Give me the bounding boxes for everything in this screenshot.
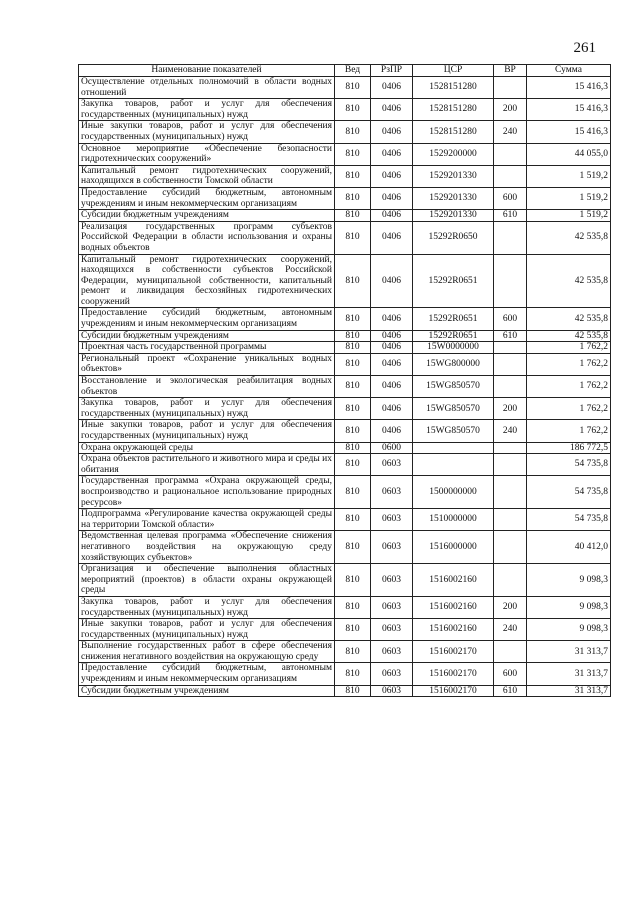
- cell-rzpr: 0600: [371, 442, 413, 454]
- cell-name: Иные закупки товаров, работ и услуг для обеспечения государственных (муниципальных) нужд: [79, 619, 335, 641]
- cell-vr: [494, 531, 527, 564]
- cell-name: Капитальный ремонт гидротехнических сооружений, находящихся в собственности субъектов Российской Федерации, муниципальной собственности, капитальный ремонт и ликвидация бесхозяйных гидротехнических сооружений: [79, 254, 335, 308]
- cell-ved: 810: [335, 398, 371, 420]
- cell-name: Закупка товаров, работ и услуг для обеспечения государственных (муниципальных) нужд: [79, 596, 335, 618]
- cell-ved: 810: [335, 210, 371, 222]
- cell-ved: 810: [335, 454, 371, 476]
- cell-ved: 810: [335, 330, 371, 342]
- cell-ved: 810: [335, 221, 371, 254]
- cell-name: Субсидии бюджетным учреждениям: [79, 685, 335, 697]
- table-row: [79, 398, 611, 420]
- table-row: [79, 476, 611, 509]
- cell-sum: 9 098,3: [527, 596, 611, 618]
- cell-rzpr: 0603: [371, 685, 413, 697]
- cell-name: Подпрограмма «Регулирование качества окружающей среды на территории Томской области»: [79, 509, 335, 531]
- cell-rzpr: 0603: [371, 564, 413, 597]
- cell-vr: [494, 353, 527, 375]
- cell-vr: 200: [494, 99, 527, 121]
- cell-csr: 1516002170: [413, 663, 494, 685]
- cell-sum: 40 412,0: [527, 531, 611, 564]
- cell-csr: 1529201330: [413, 210, 494, 222]
- table-row: [79, 143, 611, 165]
- cell-name: Организация и обеспечение выполнения областных мероприятий (проектов) в области охраны окружающей среды: [79, 564, 335, 597]
- cell-vr: 610: [494, 330, 527, 342]
- cell-sum: 44 055,0: [527, 143, 611, 165]
- cell-rzpr: 0406: [371, 308, 413, 330]
- cell-sum: 1 762,2: [527, 376, 611, 398]
- cell-rzpr: 0406: [371, 376, 413, 398]
- cell-csr: 1529201330: [413, 165, 494, 187]
- cell-csr: 15WG850570: [413, 398, 494, 420]
- cell-vr: [494, 165, 527, 187]
- cell-csr: 15292R0651: [413, 254, 494, 308]
- cell-ved: 810: [335, 564, 371, 597]
- cell-ved: 810: [335, 663, 371, 685]
- cell-rzpr: 0406: [371, 420, 413, 442]
- cell-ved: 810: [335, 376, 371, 398]
- cell-csr: [413, 442, 494, 454]
- cell-rzpr: 0406: [371, 330, 413, 342]
- cell-ved: 810: [335, 596, 371, 618]
- cell-sum: 186 772,5: [527, 442, 611, 454]
- cell-ved: 810: [335, 143, 371, 165]
- cell-rzpr: 0406: [371, 143, 413, 165]
- cell-rzpr: 0406: [371, 342, 413, 354]
- cell-sum: 9 098,3: [527, 619, 611, 641]
- cell-csr: 15WG850570: [413, 376, 494, 398]
- cell-rzpr: 0406: [371, 221, 413, 254]
- cell-csr: 1516002160: [413, 596, 494, 618]
- cell-vr: [494, 641, 527, 663]
- cell-ved: 810: [335, 99, 371, 121]
- table-row: [79, 308, 611, 330]
- table-row: [79, 165, 611, 187]
- cell-vr: [494, 342, 527, 354]
- cell-sum: 31 313,7: [527, 663, 611, 685]
- table-row: [79, 420, 611, 442]
- cell-rzpr: 0406: [371, 187, 413, 209]
- cell-ved: 810: [335, 165, 371, 187]
- table-row: [79, 454, 611, 476]
- cell-ved: 810: [335, 619, 371, 641]
- cell-vr: [494, 476, 527, 509]
- table-row: [79, 99, 611, 121]
- budget-table: [78, 64, 611, 697]
- cell-ved: 810: [335, 77, 371, 99]
- cell-csr: 1529200000: [413, 143, 494, 165]
- cell-csr: [413, 454, 494, 476]
- column-header-name: Наименование показателей: [79, 65, 335, 77]
- cell-csr: 1516002170: [413, 641, 494, 663]
- cell-name: Основное мероприятие «Обеспечение безопасности гидротехнических сооружений»: [79, 143, 335, 165]
- cell-vr: [494, 254, 527, 308]
- cell-name: Закупка товаров, работ и услуг для обеспечения государственных (муниципальных) нужд: [79, 398, 335, 420]
- table-row: [79, 376, 611, 398]
- cell-ved: 810: [335, 509, 371, 531]
- cell-rzpr: 0406: [371, 99, 413, 121]
- table-row: [79, 121, 611, 143]
- cell-csr: 1516002160: [413, 564, 494, 597]
- cell-rzpr: 0603: [371, 663, 413, 685]
- cell-rzpr: 0406: [371, 77, 413, 99]
- cell-csr: 1516000000: [413, 531, 494, 564]
- cell-vr: 240: [494, 420, 527, 442]
- cell-vr: [494, 376, 527, 398]
- cell-vr: 600: [494, 308, 527, 330]
- cell-name: Охрана окружающей среды: [79, 442, 335, 454]
- cell-rzpr: 0406: [371, 165, 413, 187]
- cell-sum: 31 313,7: [527, 641, 611, 663]
- cell-csr: 1516002170: [413, 685, 494, 697]
- cell-name: Охрана объектов растительного и животного мира и среды их обитания: [79, 454, 335, 476]
- cell-ved: 810: [335, 254, 371, 308]
- cell-sum: 1 762,2: [527, 420, 611, 442]
- cell-ved: 810: [335, 121, 371, 143]
- cell-ved: 810: [335, 420, 371, 442]
- cell-vr: 240: [494, 619, 527, 641]
- page-number: 261: [573, 40, 596, 56]
- cell-vr: [494, 509, 527, 531]
- cell-rzpr: 0603: [371, 596, 413, 618]
- cell-sum: 1 519,2: [527, 165, 611, 187]
- cell-name: Реализация государственных программ субъектов Российской Федерации в области использования и охраны водных объектов: [79, 221, 335, 254]
- cell-ved: 810: [335, 531, 371, 564]
- cell-rzpr: 0406: [371, 210, 413, 222]
- table-row: [79, 342, 611, 354]
- cell-rzpr: 0603: [371, 476, 413, 509]
- cell-sum: 1 762,2: [527, 353, 611, 375]
- table-row: [79, 509, 611, 531]
- cell-sum: 1 762,2: [527, 342, 611, 354]
- cell-name: Региональный проект «Сохранение уникальных водных объектов»: [79, 353, 335, 375]
- cell-vr: [494, 442, 527, 454]
- cell-vr: [494, 77, 527, 99]
- cell-vr: [494, 221, 527, 254]
- column-header-vr: ВР: [494, 65, 527, 77]
- cell-name: Предоставление субсидий бюджетным, автономным учреждениям и иным некоммерческим организациям: [79, 308, 335, 330]
- cell-rzpr: 0603: [371, 619, 413, 641]
- table-body: [79, 77, 611, 697]
- cell-rzpr: 0406: [371, 254, 413, 308]
- cell-csr: 1528151280: [413, 99, 494, 121]
- cell-name: Выполнение государственных работ в сфере обеспечения снижения негативного воздействия на окружающую среду: [79, 641, 335, 663]
- cell-name: Иные закупки товаров, работ и услуг для обеспечения государственных (муниципальных) нужд: [79, 121, 335, 143]
- cell-csr: 15WG800000: [413, 353, 494, 375]
- cell-name: Капитальный ремонт гидротехнических сооружений, находящихся в собственности Томской области: [79, 165, 335, 187]
- cell-csr: 15292R0651: [413, 330, 494, 342]
- cell-sum: 15 416,3: [527, 77, 611, 99]
- cell-csr: 15W0000000: [413, 342, 494, 354]
- cell-rzpr: 0603: [371, 641, 413, 663]
- cell-csr: 1528151280: [413, 77, 494, 99]
- cell-rzpr: 0603: [371, 531, 413, 564]
- cell-vr: [494, 454, 527, 476]
- cell-sum: 42 535,8: [527, 221, 611, 254]
- cell-csr: 1500000000: [413, 476, 494, 509]
- table-row: [79, 641, 611, 663]
- cell-vr: [494, 143, 527, 165]
- cell-name: Осуществление отдельных полномочий в области водных отношений: [79, 77, 335, 99]
- cell-sum: 31 313,7: [527, 685, 611, 697]
- cell-vr: 610: [494, 210, 527, 222]
- cell-name: Субсидии бюджетным учреждениям: [79, 210, 335, 222]
- table-row: [79, 685, 611, 697]
- cell-sum: 54 735,8: [527, 476, 611, 509]
- cell-csr: 1528151280: [413, 121, 494, 143]
- cell-vr: 240: [494, 121, 527, 143]
- table-row: [79, 596, 611, 618]
- cell-vr: 600: [494, 187, 527, 209]
- cell-name: Субсидии бюджетным учреждениям: [79, 330, 335, 342]
- cell-rzpr: 0603: [371, 509, 413, 531]
- cell-sum: 1 519,2: [527, 187, 611, 209]
- cell-ved: 810: [335, 353, 371, 375]
- table-row: [79, 77, 611, 99]
- cell-ved: 810: [335, 476, 371, 509]
- table-row: [79, 221, 611, 254]
- cell-csr: 15292R0650: [413, 221, 494, 254]
- cell-sum: 42 535,8: [527, 254, 611, 308]
- cell-ved: 810: [335, 187, 371, 209]
- cell-name: Предоставление субсидий бюджетным, автономным учреждениям и иным некоммерческим организациям: [79, 663, 335, 685]
- cell-sum: 15 416,3: [527, 121, 611, 143]
- cell-name: Предоставление субсидий бюджетным, автономным учреждениям и иным некоммерческим организациям: [79, 187, 335, 209]
- cell-name: Восстановление и экологическая реабилитация водных объектов: [79, 376, 335, 398]
- table-row: [79, 564, 611, 597]
- cell-vr: 610: [494, 685, 527, 697]
- cell-name: Закупка товаров, работ и услуг для обеспечения государственных (муниципальных) нужд: [79, 99, 335, 121]
- column-header-sum: Сумма: [527, 65, 611, 77]
- cell-name: Ведомственная целевая программа «Обеспечение снижения негативного воздействия на окружающую среду хозяйствующих субъектов»: [79, 531, 335, 564]
- cell-rzpr: 0406: [371, 121, 413, 143]
- cell-sum: 1 762,2: [527, 398, 611, 420]
- cell-vr: 200: [494, 596, 527, 618]
- cell-sum: 54 735,8: [527, 509, 611, 531]
- table-row: [79, 442, 611, 454]
- cell-ved: 810: [335, 308, 371, 330]
- cell-name: Государственная программа «Охрана окружающей среды, воспроизводство и рациональное использование природных ресурсов»: [79, 476, 335, 509]
- cell-sum: 42 535,8: [527, 330, 611, 342]
- table-row: [79, 187, 611, 209]
- cell-ved: 810: [335, 685, 371, 697]
- cell-sum: 42 535,8: [527, 308, 611, 330]
- table-row: [79, 330, 611, 342]
- cell-sum: 9 098,3: [527, 564, 611, 597]
- cell-csr: 1516002160: [413, 619, 494, 641]
- cell-rzpr: 0406: [371, 398, 413, 420]
- table-header-row: [79, 65, 611, 77]
- cell-ved: 810: [335, 342, 371, 354]
- column-header-rzpr: РзПР: [371, 65, 413, 77]
- cell-sum: 54 735,8: [527, 454, 611, 476]
- cell-vr: 600: [494, 663, 527, 685]
- cell-sum: 15 416,3: [527, 99, 611, 121]
- cell-csr: 1510000000: [413, 509, 494, 531]
- cell-sum: 1 519,2: [527, 210, 611, 222]
- cell-vr: [494, 564, 527, 597]
- cell-ved: 810: [335, 641, 371, 663]
- cell-name: Иные закупки товаров, работ и услуг для обеспечения государственных (муниципальных) нужд: [79, 420, 335, 442]
- table-row: [79, 531, 611, 564]
- cell-name: Проектная часть государственной программы: [79, 342, 335, 354]
- cell-vr: 200: [494, 398, 527, 420]
- cell-csr: 15292R0651: [413, 308, 494, 330]
- cell-rzpr: 0406: [371, 353, 413, 375]
- table-row: [79, 619, 611, 641]
- table-row: [79, 353, 611, 375]
- column-header-csr: ЦСР: [413, 65, 494, 77]
- column-header-ved: Вед: [335, 65, 371, 77]
- cell-rzpr: 0603: [371, 454, 413, 476]
- cell-csr: 1529201330: [413, 187, 494, 209]
- cell-csr: 15WG850570: [413, 420, 494, 442]
- table-row: [79, 254, 611, 308]
- table-row: [79, 210, 611, 222]
- cell-ved: 810: [335, 442, 371, 454]
- table-row: [79, 663, 611, 685]
